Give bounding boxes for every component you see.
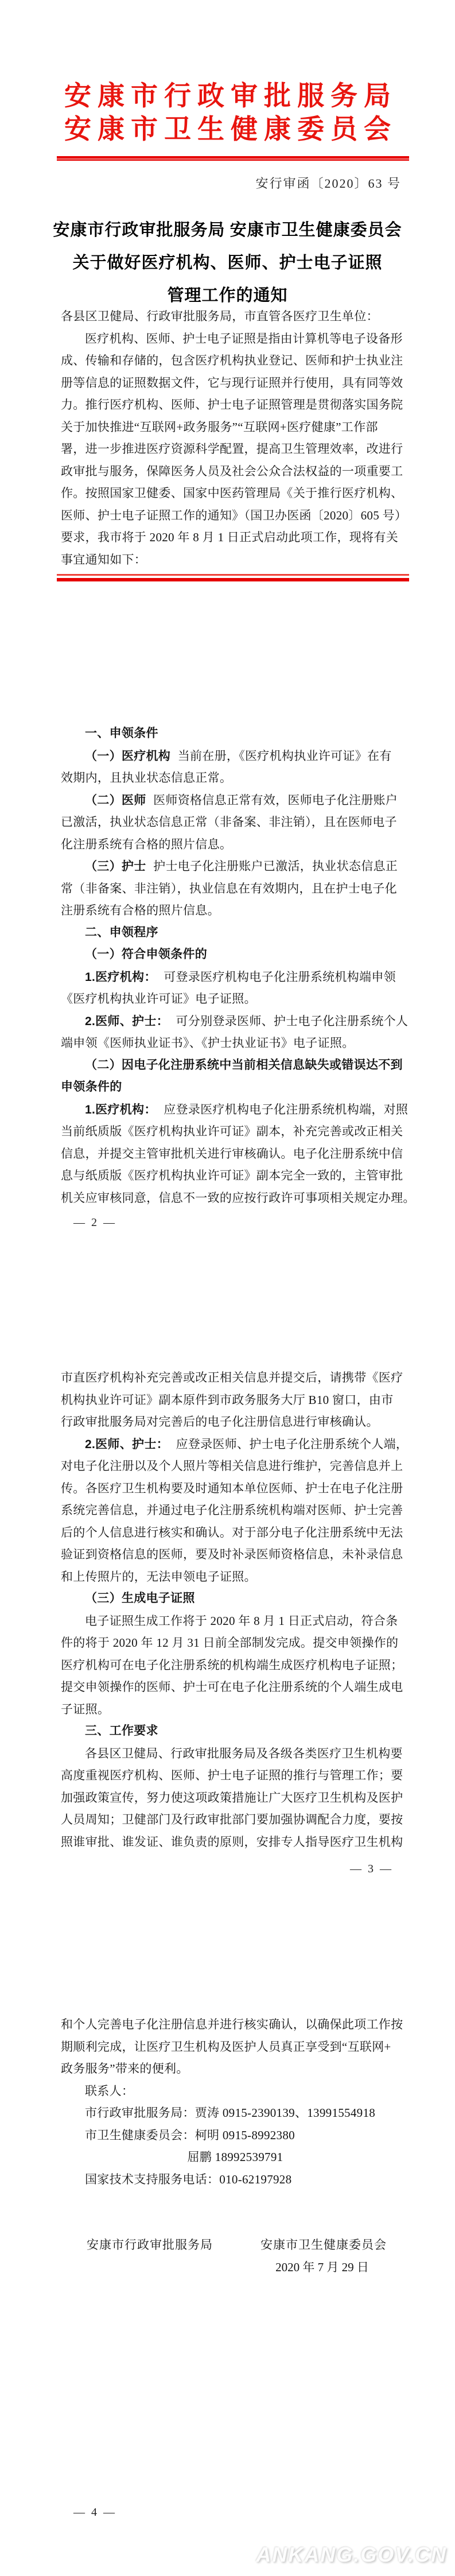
letterhead-org-line-2: 安康市卫生健康委员会 — [64, 115, 397, 145]
body-line — [61, 526, 396, 549]
body-line — [61, 1654, 403, 1677]
body-line — [61, 1809, 403, 1831]
body-line — [61, 1632, 399, 1654]
line-text: 电子证照生成工作将于 2020 年 8 月 1 日正式启动，符合条 — [85, 1613, 398, 1628]
body-line — [61, 305, 396, 328]
title-line-1: 安康市行政审批服务局 安康市卫生健康委员会 — [53, 221, 402, 239]
line-text: 申领条件的 — [61, 1080, 122, 1093]
document-number: 安行审函〔2020〕63 号 — [255, 176, 401, 191]
line-text: 应登录医师、护士电子化注册系统个人端， — [176, 1437, 409, 1451]
line-text: 可登录医疗机构电子化注册系统机构端申领 — [164, 969, 396, 984]
line-text: 力。推行医疗机构、医师、护士电子证照管理是贯彻落实国务院 — [61, 398, 403, 412]
letterhead — [0, 80, 455, 146]
document-title — [0, 214, 455, 312]
body-line — [61, 2146, 396, 2168]
body-line — [61, 1120, 403, 1143]
body-line — [61, 1032, 396, 1054]
site-watermark: ANKANG.GOV.CN — [256, 2543, 447, 2566]
line-text: 注册系统有合格的照片信息。 — [61, 903, 220, 917]
paragraph-lead: 1.医疗机构： — [85, 970, 157, 984]
line-text: （二）因电子化注册系统中当前相关信息缺失或错误达不到 — [85, 1058, 403, 1072]
line-text: 端申领《医师执业证书》、《护士执业证书》电子证照。 — [61, 1036, 355, 1050]
line-text: 各县区卫健局、行政审批服务局，市直管各医疗卫生单位： — [61, 309, 379, 323]
paragraph-lead: （二）医师 — [85, 793, 146, 807]
line-text: 市直医疗机构补充完善或改正相关信息并提交后，请携带《医疗 — [61, 1371, 403, 1384]
line-text: 屈鹏 18992539791 — [187, 2150, 283, 2164]
body-line — [61, 2080, 396, 2102]
line-text: 传。各医疗卫生机构要及时通知本单位医师、护士在电子化注册 — [61, 1481, 403, 1495]
paragraph-lead: 2.医师、护士： — [85, 1437, 169, 1451]
body-line — [61, 1698, 396, 1721]
paragraph-lead: 1.医疗机构： — [85, 1103, 157, 1116]
body-line — [61, 1433, 409, 1456]
letterhead-divider-rule — [57, 156, 409, 161]
body-line — [61, 2102, 396, 2124]
signature-right-org: 安康市卫生健康委员会 — [260, 2238, 387, 2252]
body-line — [61, 1588, 396, 1610]
line-text: （一）符合申领条件的 — [85, 948, 207, 961]
line-text: 验证到资格信息的医师，要及时补录医师资格信息，未补录信息 — [61, 1547, 403, 1561]
body-line — [61, 1764, 403, 1787]
body-line — [61, 2124, 396, 2147]
body-line — [61, 1499, 403, 1522]
line-text: 护士电子化注册账户已激活，执业状态信息正 — [153, 859, 398, 873]
body-line — [61, 922, 396, 944]
body-line — [61, 1720, 396, 1743]
body-line — [61, 1566, 396, 1588]
line-text: 医师、护士电子证照工作的通知》（国卫办医函〔2020〕605 号） — [61, 508, 407, 522]
body-line — [61, 745, 396, 767]
paragraph-lead: （一）医疗机构 — [85, 749, 171, 763]
body-line — [61, 1165, 403, 1187]
line-text: 人员周知；卫健部门及行政审批部门要加强协调配合力度，要按 — [61, 1813, 403, 1826]
line-text: 和个人完善电子化注册信息并进行核实确认，以确保此项工作按 — [61, 2018, 403, 2031]
body-line — [61, 1389, 396, 1411]
page-2-body — [61, 723, 415, 1209]
page-number-3: — 3 — — [350, 1863, 393, 1875]
body-line — [61, 394, 403, 416]
line-text: 对电子化注册以及个人照片等相关信息进行维护，完善信息并上 — [61, 1459, 403, 1473]
body-line — [61, 2058, 396, 2080]
page-4-body — [61, 2014, 403, 2190]
body-line — [61, 988, 396, 1010]
body-line — [61, 1477, 403, 1500]
line-text: 子证照。 — [61, 1702, 110, 1716]
body-line — [61, 416, 396, 439]
page-number-2: — 2 — — [73, 1216, 116, 1229]
body-line — [61, 2168, 396, 2191]
body-line — [61, 1367, 403, 1389]
title-line-2: 关于做好医疗机构、医师、护士电子证照 — [72, 254, 383, 272]
body-line — [61, 1099, 409, 1121]
line-text: 件的将于 2020 年 12 月 31 日前全部制发完成。提交申领操作的 — [61, 1636, 399, 1650]
line-text: 常（非备案、非注销），执业信息在有效期内，且在护士电子化 — [61, 881, 397, 895]
line-text: 成、传输和存储的，包含医疗机构执业登记、医师和护士执业注 — [61, 354, 403, 367]
body-line — [61, 1543, 403, 1566]
body-line — [61, 1455, 403, 1477]
line-text: 后的个人信息进行核实和确认。对于部分电子化注册系统中无法 — [61, 1525, 403, 1539]
body-line — [61, 944, 396, 966]
body-line — [61, 1076, 396, 1099]
line-text: 化注册系统有合格的照片信息。 — [61, 837, 232, 851]
body-line — [61, 460, 403, 483]
body-line — [61, 549, 396, 571]
page-1-body — [61, 305, 407, 571]
line-text: 行政审批服务局对完善后的电子化注册信息进行审核确认。 — [61, 1415, 379, 1429]
line-text: 联系人： — [85, 2084, 134, 2098]
body-line — [61, 505, 407, 527]
body-line — [61, 482, 403, 505]
body-line — [61, 1143, 403, 1165]
body-line — [61, 1676, 403, 1698]
body-line — [61, 1787, 403, 1809]
line-text: 机关应审核同意，信息不一致的应按行政许可事项相关规定办理。 — [61, 1190, 415, 1205]
signature-left-org: 安康市行政审批服务局 — [87, 2238, 213, 2252]
line-text: 各县区卫健局、行政审批服务局及各级各类医疗卫生机构要 — [85, 1746, 403, 1760]
line-text: 国家技术支持服务电话：010-62197928 — [85, 2172, 292, 2186]
line-text: 和上传照片的，无法申领电子证照。 — [61, 1569, 256, 1584]
line-text: 机构执业许可证》副本原件到市政务服务大厅 B10 窗口，由市 — [61, 1392, 394, 1407]
body-line — [61, 811, 396, 833]
line-text: 提交申领操作的医师、护士可在电子化注册系统的个人端生成电 — [61, 1680, 403, 1694]
signature-date: 2020 年 7 月 29 日 — [275, 2260, 369, 2274]
body-line — [61, 1743, 403, 1765]
body-line — [61, 438, 403, 460]
line-text: 信息，并提交主管审批机关进行审核确认。电子化注册系统中信 — [61, 1146, 403, 1161]
line-text: 事宜通知如下： — [61, 552, 147, 567]
title-line-3: 管理工作的通知 — [167, 286, 288, 305]
body-line — [61, 1522, 403, 1544]
body-line — [61, 723, 396, 745]
line-text: 应登录医疗机构电子化注册系统机构端，对照 — [164, 1102, 409, 1116]
line-text: 署，进一步推进医疗资源科学配置，提高卫生管理效率，改进行 — [61, 442, 403, 456]
end-of-head-divider — [57, 574, 409, 581]
line-text: 当前在册，《医疗机构执业许可证》在有 — [177, 748, 392, 763]
line-text: （三）生成电子证照 — [85, 1592, 195, 1605]
body-line — [61, 372, 403, 394]
line-text: 医疗机构、医师、护士电子证照是指由计算机等电子设备形 — [85, 331, 403, 346]
line-text: 二、申领程序 — [85, 925, 158, 939]
body-line — [61, 878, 396, 900]
paragraph-lead: （三）护士 — [85, 860, 146, 873]
line-text: 当前纸质版《医疗机构执业许可证》副本，补充完善或改正相关 — [61, 1124, 403, 1138]
body-line — [61, 899, 396, 922]
line-text: 期顺利完成，让医疗卫生机构及医护人员真正享受到“互联网+ — [61, 2039, 391, 2054]
body-line — [61, 1411, 396, 1433]
letterhead-org-line-1: 安康市行政审批服务局 — [64, 82, 397, 111]
line-text: 照谁审批、谁发证、谁负责的原则，安排专人指导医疗卫生机构 — [61, 1834, 403, 1849]
line-text: 要求，我市将于 2020 年 8 月 1 日正式启动此项工作，现将有关 — [61, 530, 398, 544]
body-line — [61, 1831, 403, 1853]
line-text: 政审批与服务，保障医务人员及社会公众合法权益的一项重要工 — [61, 464, 403, 478]
body-line — [61, 350, 403, 372]
paragraph-lead: 2.医师、护士： — [85, 1014, 169, 1028]
line-text: 三、工作要求 — [85, 1724, 158, 1737]
line-text: 关于加快推进“互联网+政务服务”“互联网+医疗健康”工作部 — [61, 420, 378, 434]
body-line — [61, 2036, 396, 2058]
line-text: 一、申领条件 — [85, 727, 158, 740]
body-line — [61, 2014, 403, 2036]
line-text: 已激活，执业状态信息正常（非备案、非注销），且在医师电子 — [61, 815, 397, 829]
divider-thick-line — [57, 578, 409, 581]
line-text: 系统完善信息，并通过电子化注册系统机构端对医师、护士完善 — [61, 1503, 403, 1517]
line-text: 册等信息的证照数据文件，它与现行证照并行使用，具有同等效 — [61, 375, 403, 390]
line-text: 可分别登录医师、护士电子化注册系统个人 — [176, 1014, 409, 1028]
body-line — [61, 789, 396, 812]
line-text: 息与纸质版《医疗机构执业许可证》副本完全一致的，主管审批 — [61, 1169, 403, 1182]
line-text: 政务服务”带来的便利。 — [61, 2062, 189, 2075]
line-text: 市卫生健康委员会：柯明 0915-8992380 — [85, 2128, 295, 2142]
line-text: 《医疗机构执业许可证》电子证照。 — [61, 992, 256, 1006]
body-line — [61, 328, 403, 350]
body-line — [61, 855, 396, 878]
body-line — [61, 833, 396, 856]
body-line — [61, 767, 396, 789]
page-3-body — [61, 1367, 409, 1853]
line-text: 高度重视医疗机构、医师、护士电子证照的推行与管理工作；要 — [61, 1768, 403, 1782]
line-text: 效期内，且执业状态信息正常。 — [61, 771, 232, 785]
line-text: 加强政策宣传，努力使这项政策措施让广大医疗卫生机构及医护 — [61, 1790, 403, 1805]
body-line — [61, 1054, 403, 1077]
body-line — [61, 1010, 409, 1033]
line-text: 医疗机构可在电子化注册系统的机构端生成医疗机构电子证照； — [61, 1658, 403, 1672]
body-line — [61, 1187, 415, 1209]
line-text: 市行政审批服务局：贾涛 0915-2390139、13991554918 — [85, 2106, 376, 2120]
line-text: 医师资格信息正常有效，医师电子化注册账户 — [153, 793, 398, 807]
body-line — [61, 1610, 396, 1632]
body-line — [61, 966, 396, 988]
line-text: 作。按照国家卫健委、国家中医药管理局《关于推行医疗机构、 — [61, 486, 403, 500]
page-number-4: — 4 — — [73, 2506, 116, 2519]
